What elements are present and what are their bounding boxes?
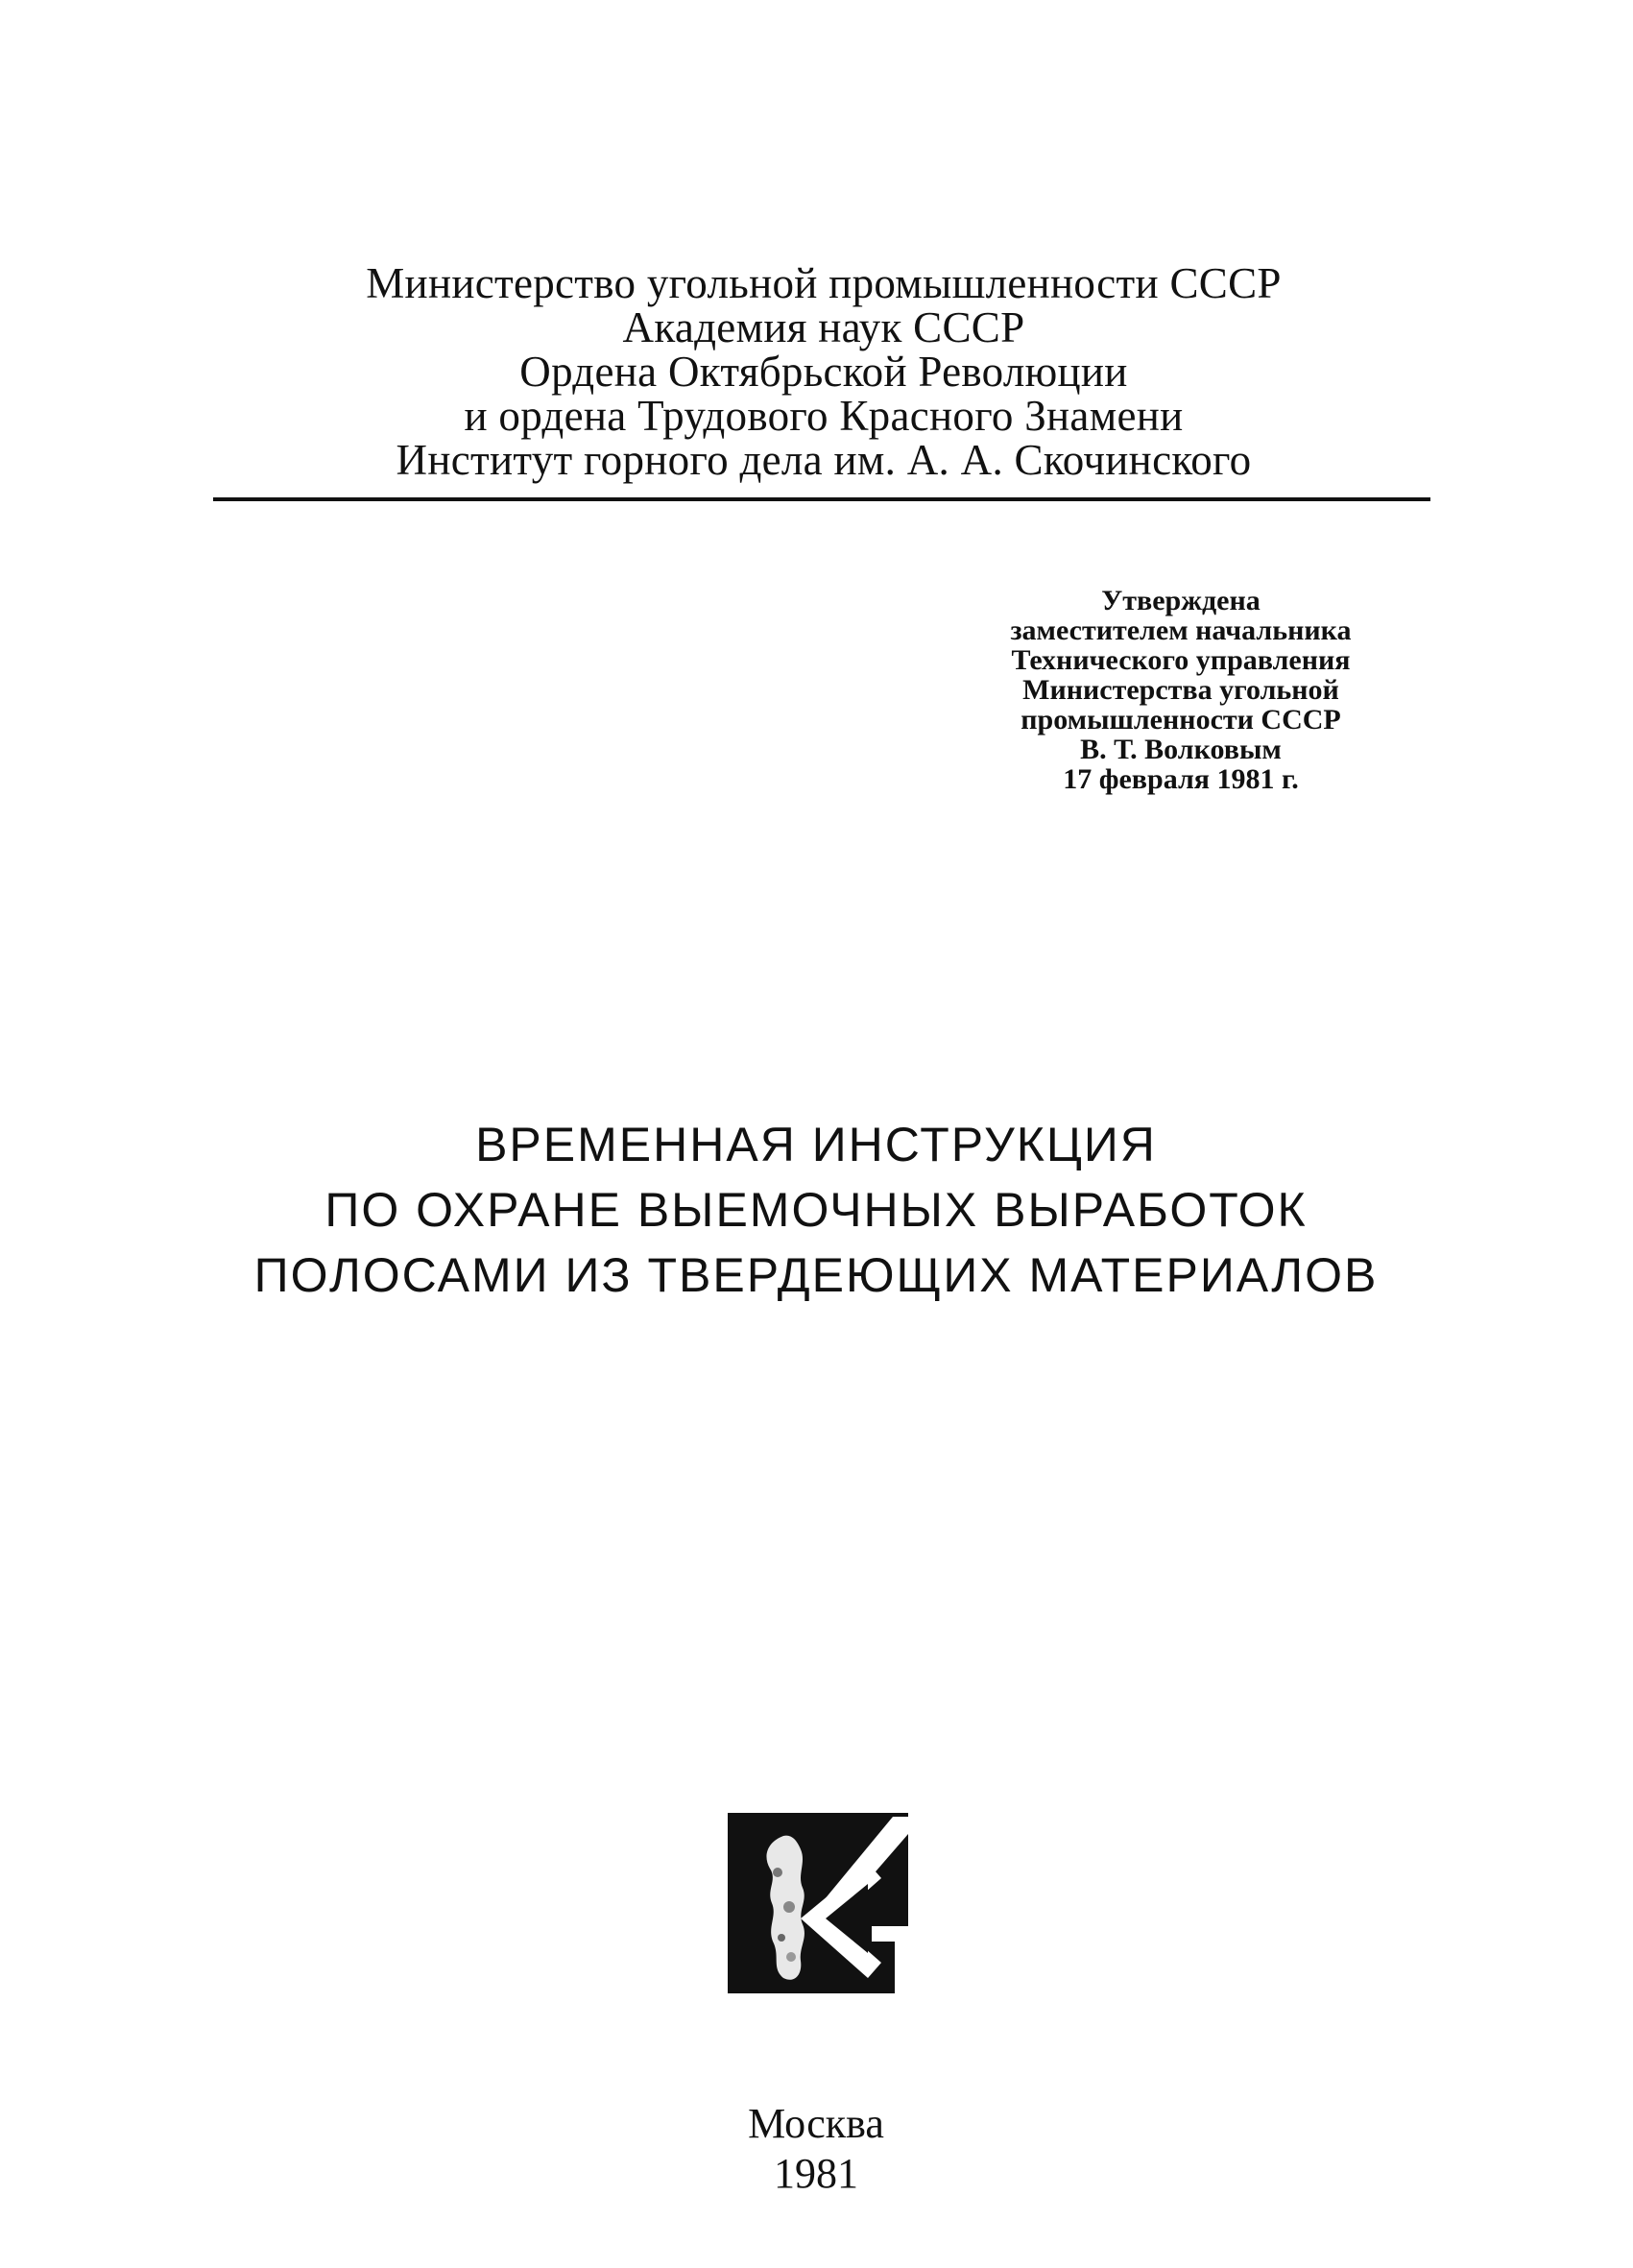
publisher-logo-icon xyxy=(728,1813,908,1993)
approval-line: заместителем начальника xyxy=(1010,615,1352,646)
document-title xyxy=(173,1112,1459,1308)
institute-line: Институт горного дела им. А. А. Скочинского xyxy=(396,436,1252,484)
order-labor-line: и ордена Трудового Красного Знамени xyxy=(464,392,1184,440)
publication-city: Москва xyxy=(748,2100,884,2147)
approval-line: Технического управления xyxy=(1011,644,1351,676)
title-line: ПО ОХРАНЕ ВЫЕМОЧНЫХ ВЫРАБОТОК xyxy=(324,1183,1308,1237)
title-line: ВРЕМЕННАЯ ИНСТРУКЦИЯ xyxy=(475,1118,1157,1171)
approval-line: промышленности СССР xyxy=(1021,704,1341,736)
approval-line: Министерства угольной xyxy=(1022,674,1339,706)
publication-year: 1981 xyxy=(774,2150,858,2197)
approval-date: 17 февраля 1981 г. xyxy=(1063,763,1299,795)
order-line: Ордена Октябрьской Революции xyxy=(519,348,1128,396)
approval-line: Утверждена xyxy=(1101,585,1261,616)
header-divider xyxy=(213,497,1430,501)
approver-name: В. Т. Волковым xyxy=(1080,734,1282,765)
ministry-line: Министерство угольной промышленности СССР xyxy=(366,259,1282,307)
title-line: ПОЛОСАМИ ИЗ ТВЕРДЕЮЩИХ МАТЕРИАЛОВ xyxy=(253,1248,1379,1302)
organization-header xyxy=(288,261,1359,482)
imprint xyxy=(624,2099,1008,2199)
approval-block xyxy=(965,586,1397,794)
publisher-logo-graphic xyxy=(728,1813,908,1993)
academy-line: Академия наук СССР xyxy=(622,303,1025,351)
